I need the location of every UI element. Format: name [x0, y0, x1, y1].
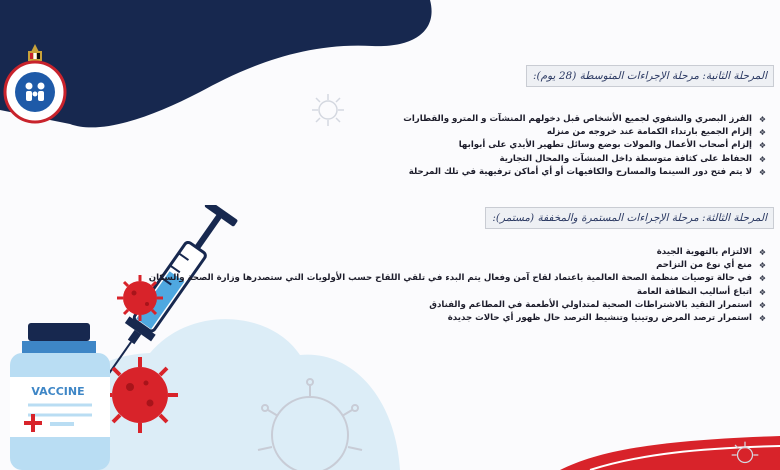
- list-item: ❖ اتباع أساليب النظافة العامة: [326, 286, 766, 299]
- list-item: ❖ استمرار التقيد بالاشتراطات الصحية لمتداولي الأطعمة في المطاعم والفنادق: [326, 299, 766, 312]
- list-item: ❖ إلزام الجميع بارتداء الكمامة عند خروجه من منزله: [326, 126, 766, 139]
- phase3-title: المرحلة الثالثة: مرحلة الإجراءات المستمرة والمخففة (مستمر):: [485, 207, 774, 229]
- ministry-logo: [0, 42, 70, 142]
- vaccine-label: VACCINE: [31, 385, 85, 398]
- list-item: ❖ في حالة توصيات منظمة الصحة العالمية باعتماد لقاح آمن وفعال يتم البدء في تلقي اللقاح حسب الأولويات التي ستصدرها وزارة الصحة والسكان: [326, 272, 766, 285]
- phase3-list: [148, 246, 766, 325]
- list-item: ❖ لا يتم فتح دور السينما والمسارح والكافيهات أو أي أماكن ترفيهية في تلك المرحلة: [326, 166, 766, 179]
- phase2-list: [326, 113, 766, 179]
- ministry-emblem: [0, 42, 70, 142]
- vaccine-illustration: [0, 205, 400, 470]
- list-item: ❖ استمرار ترصد المرض روتينيا وتنشيط الترصد حال ظهور أي حالات جديدة: [326, 312, 766, 325]
- list-item: ❖ الالتزام بالتهوية الجيدة: [326, 246, 766, 259]
- vaccine-bottle-icon: [10, 323, 110, 470]
- list-item: ❖ الحفاظ على كثافة متوسطة داخل المنشآت والمحال التجارية: [326, 153, 766, 166]
- list-item: ❖ منع أي نوع من التزاحم: [326, 259, 766, 272]
- list-item: ❖ إلزام أصحاب الأعمال والمولات بوضع وسائل تطهير الأيدي على أبوابها: [326, 139, 766, 152]
- red-virus-icon: [102, 357, 178, 433]
- faint-virus-icon: [730, 440, 760, 470]
- phase2-title: المرحلة الثانية: مرحلة الإجراءات المتوسطة (28 يوم):: [526, 65, 774, 87]
- list-item: ❖ الفرز البصري والشفوي لجميع الأشخاص قبل دخولهم المنشآت و المترو والقطارات: [326, 113, 766, 126]
